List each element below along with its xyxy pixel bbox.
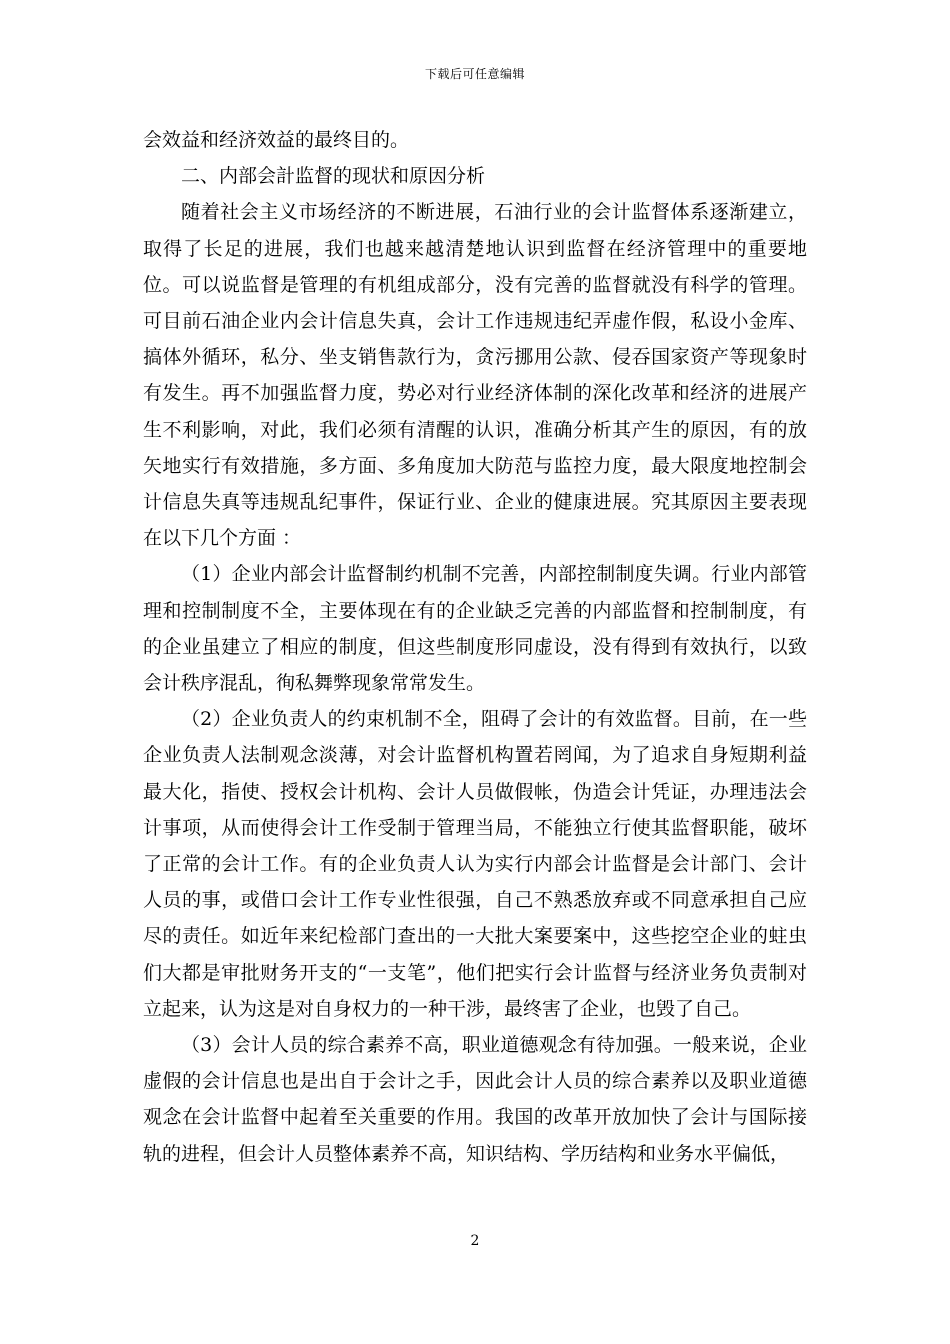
paragraph-point-2: （2）企业负责人的约束机制不全，阻碍了会计的有效监督。目前，在一些企业负责人法制观念淡薄，对会计监督机构置若罔闻，为了追求自身短期利益最大化，指使、授权会计机构、会计人员做假帐，伪造会计凭证，办理违法会计事项，从而使得会计工作受制于管理当局，不能独立行使其监督职能，破坏了正常的会计工作。有的企业负责人认为实行内部会计监督是会计部门、会计人员的事，或借口会计工作专业性很强，自己不熟悉放弃或不同意承担自己应尽的责任。如近年来纪检部门查出的一大批大案要案中，这些挖空企业的蛀虫们大都是审批财务开支的“一支笔”，他们把实行会计监督与经济业务负责制对立起来，认为这是对自身权力的一种干涉，最终害了企业，也毁了自己。 bbox=[143, 708, 807, 1020]
section-heading: 二、内部会計监督的现状和原因分析 bbox=[181, 165, 486, 188]
paragraph: 随着社会主义市场经济的不断进展，石油行业的会计监督体系逐渐建立，取得了长足的进展，我们也越来越清楚地认识到监督在经济管理中的重要地位。可以说监督是管理的有机组成部分，没有完善的监督就没有科学的管理。可目前石油企业内会计信息失真，会计工作违规违纪弄虚作假，私设小金库、搞体外循环，私分、坐支销售款行为，贪污挪用公款、侵吞国家资产等现象时有发生。再不加强监督力度，势必对行业经济体制的深化改革和经济的进展产生不利影响，对此，我们必须有清醒的认识，准确分析其产生的原因，有的放矢地实行有效措施，多方面、多角度加大防范与监控力度，最大限度地控制会计信息失真等违规乱纪事件，保证行业、企业的健康进展。究其原因主要表现在以下几个方面 ： bbox=[143, 201, 807, 550]
document-body bbox=[143, 122, 807, 1172]
paragraph-point-1: （1）企业内部会计监督制约机制不完善，内部控制制度失调。行业内部管理和控制制度不全，主要体现在有的企业缺乏完善的内部监督和控制制度，有的企业虽建立了相应的制度，但这些制度形同虚设，没有得到有效执行，以致会计秩序混乱，徇私舞弊现象常常发生。 bbox=[143, 563, 807, 695]
paragraph-continuation: 会效益和经济效益的最终目的。 bbox=[143, 129, 410, 151]
page-number: 2 bbox=[470, 1233, 480, 1249]
paragraph-point-3: （3）会计人员的综合素养不高，职业道德观念有待加强。一般来说，企业虚假的会计信息也是出自于会计之手，因此会计人员的综合素养以及职业道德观念在会计监督中起着至关重要的作用。我国的改革开放加快了会计与国际接轨的进程，但会计人员整体素养不高，知识结构、学历结构和业务水平偏低， bbox=[143, 1034, 807, 1165]
page-header: 下载后可任意编辑 bbox=[424, 67, 525, 81]
